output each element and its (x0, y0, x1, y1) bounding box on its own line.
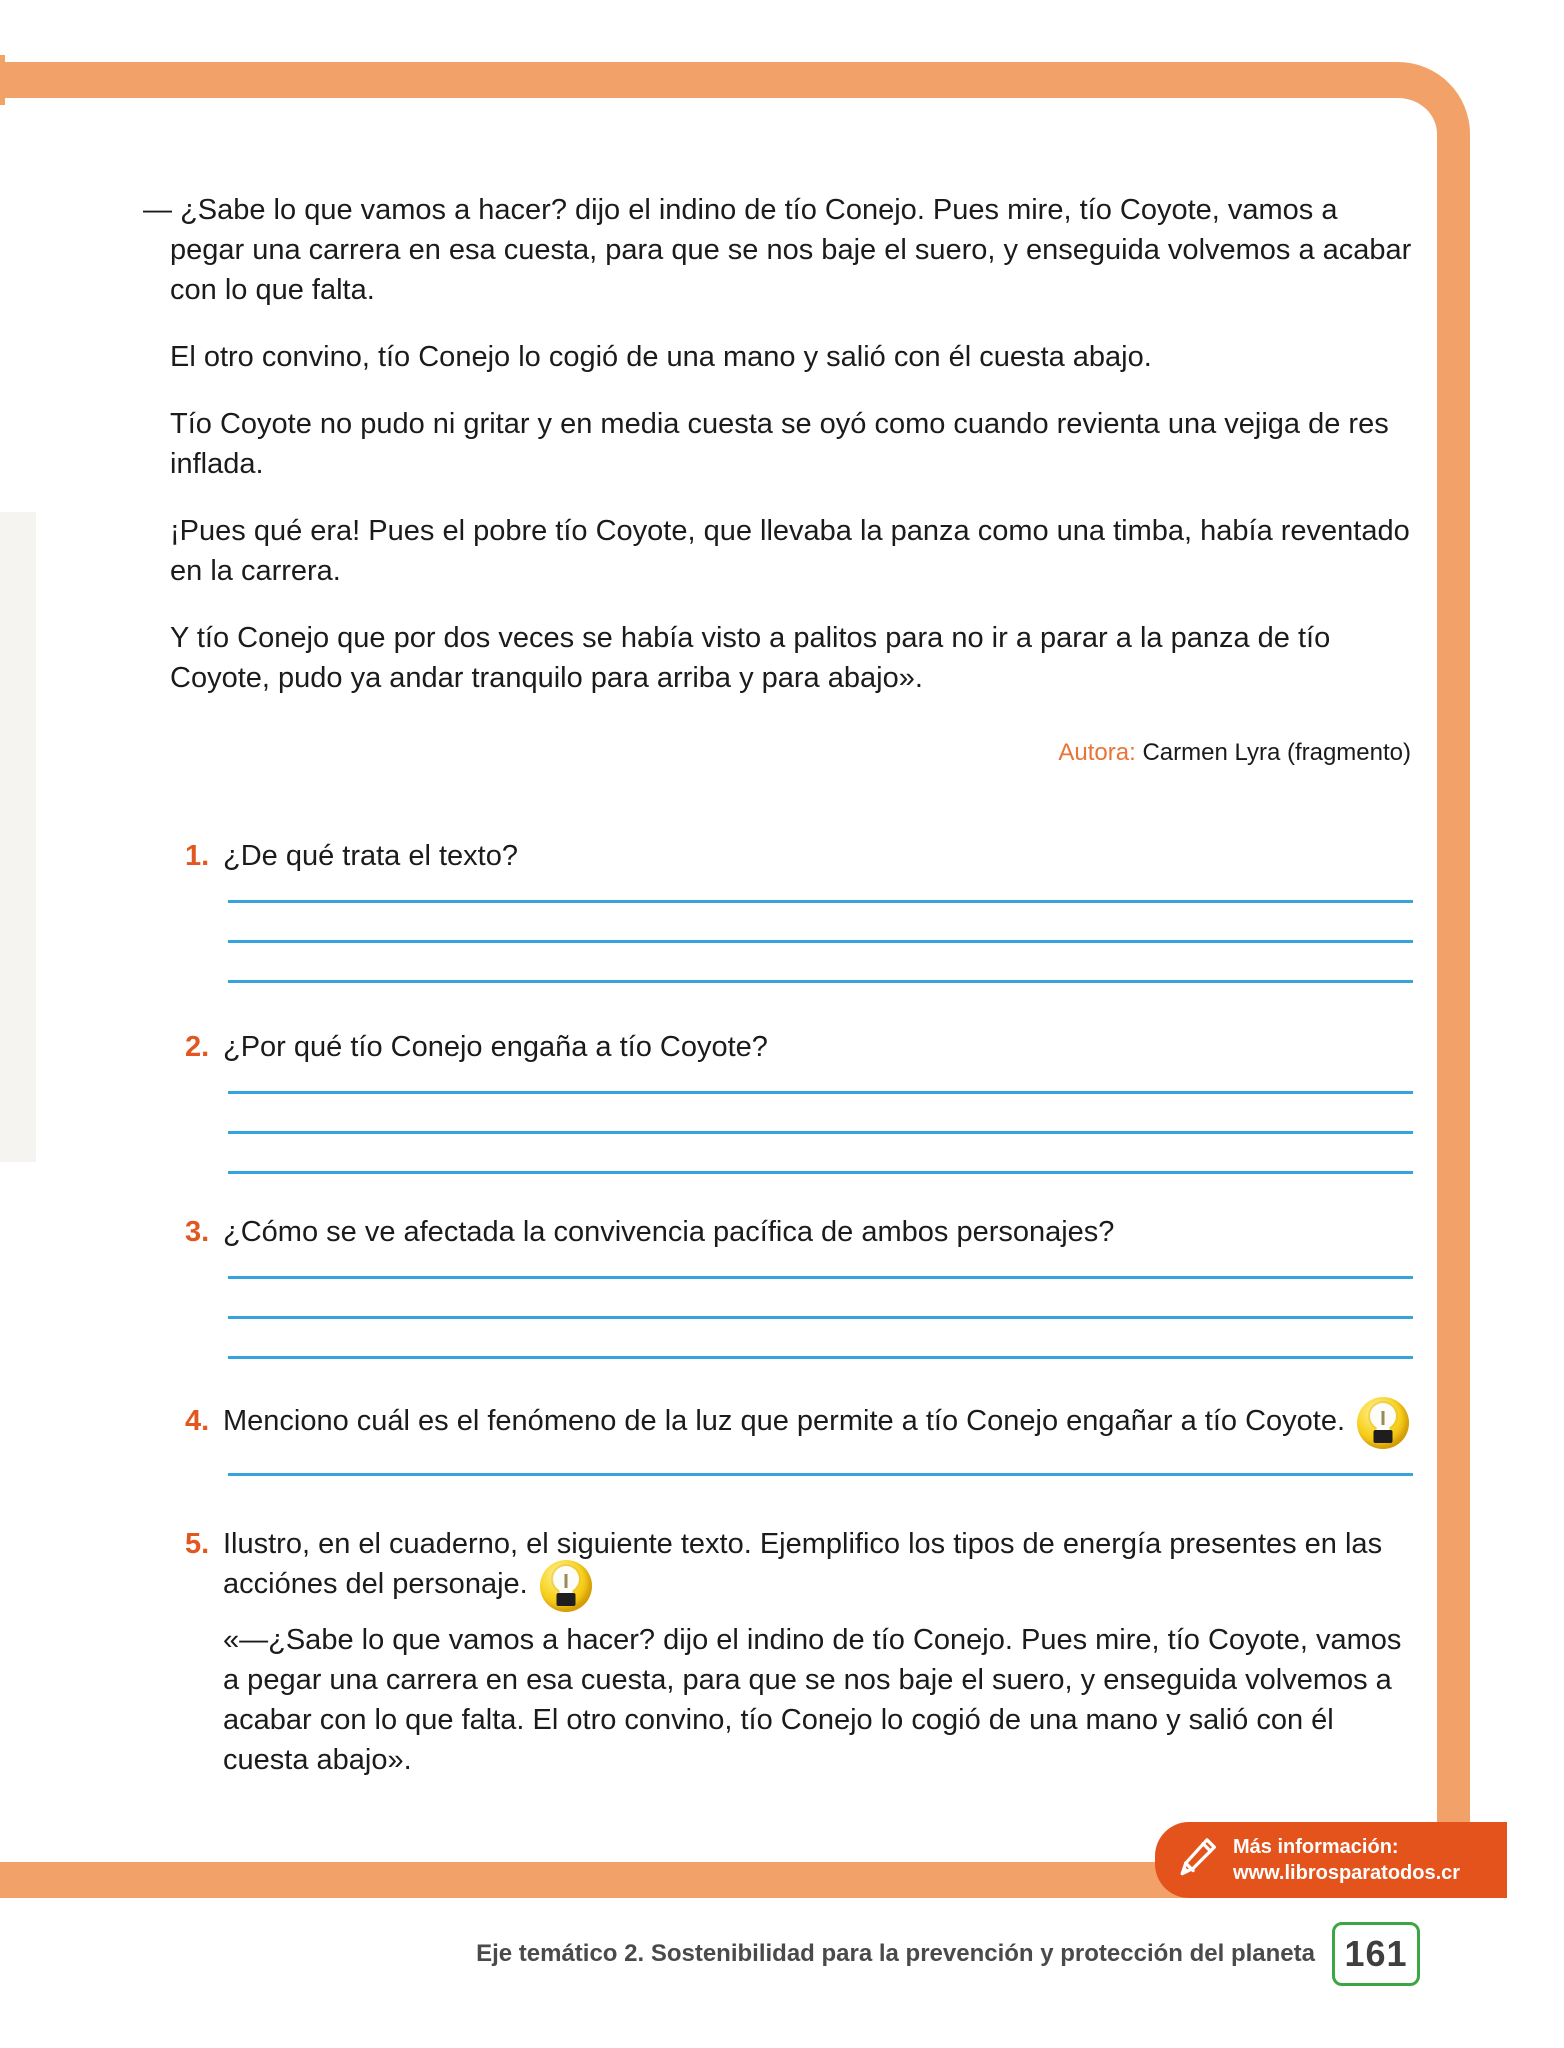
question-1-number: 1. (185, 840, 210, 872)
answer-line (228, 1091, 1413, 1094)
author-name: Carmen Lyra (fragmento) (1135, 739, 1411, 766)
answer-line (228, 940, 1413, 943)
question-4-text: Menciono cuál es el fenómeno de la luz que permite a tío Conejo engañar a tío Coyote. (223, 1405, 1346, 1437)
answer-line (228, 1316, 1413, 1319)
more-info-badge (1155, 1822, 1507, 1898)
story-text (143, 190, 1413, 698)
story-paragraph: El otro convino, tío Conejo lo cogió de una mano y salió con él cuesta abajo. (170, 341, 1152, 373)
story-paragraph: ¡Pues qué era! Pues el pobre tío Coyote, que llevaba la panza como una timba, había reventado en la carrera. (170, 515, 1410, 587)
footer-theme-text: Eje temático 2. Sostenibilidad para la prevención y protección del planeta (476, 1940, 1315, 1967)
answer-line (228, 1473, 1413, 1476)
question-5-number: 5. (185, 1527, 210, 1560)
question-2-text: ¿Por qué tío Conejo engaña a tío Coyote? (223, 1031, 768, 1063)
more-info-label: Más información: (1233, 1836, 1399, 1858)
page-content (143, 190, 1413, 1780)
question-2 (143, 1027, 1413, 1174)
answer-line (228, 1171, 1413, 1174)
page-number-box (1332, 1922, 1420, 1986)
answer-line (228, 980, 1413, 983)
question-3 (143, 1212, 1413, 1359)
question-5-quote: «—¿Sabe lo que vamos a hacer? dijo el indino de tío Conejo. Pues mire, tío Coyote, vamos a pegar una carrera en esa cuesta, para que se nos baje el suero, y enseguida volvemos a acabar con lo que falta. El otro convino, tío Conejo lo cogió de una mano y salió con él cuesta abajo». (223, 1623, 1402, 1776)
answer-line (228, 1276, 1413, 1279)
dialog-dash: — (143, 194, 172, 226)
lightbulb-icon (1357, 1397, 1409, 1449)
question-1-text: ¿De qué trata el texto? (223, 840, 518, 872)
page-number: 161 (1344, 1933, 1408, 1974)
lightbulb-icon (540, 1560, 592, 1612)
answer-line (228, 1356, 1413, 1359)
question-2-number: 2. (185, 1031, 210, 1063)
story-paragraph: — ¿Sabe lo que vamos a hacer? dijo el indino de tío Conejo. Pues mire, tío Coyote, vamos a pegar una carrera en esa cuesta, para que se nos baje el suero, y enseguida volvemos a acabar con lo que falta. (143, 194, 1412, 306)
pencil-icon (1171, 1832, 1223, 1889)
question-5-text: Ilustro, en el cuaderno, el siguiente texto. Ejemplifico los tipos de energía presentes en las acciónes del personaje. (223, 1527, 1383, 1600)
page-edge-tab (0, 55, 5, 105)
question-1 (143, 836, 1413, 983)
author-attribution (143, 738, 1411, 768)
answer-line (228, 1131, 1413, 1134)
question-5 (143, 1524, 1413, 1780)
story-paragraph: Y tío Conejo que por dos veces se había visto a palitos para no ir a parar a la panza de tío Coyote, pudo ya andar tranquilo para arriba y para abajo». (170, 622, 1331, 694)
author-label: Autora: (1058, 739, 1136, 766)
answer-line (228, 900, 1413, 903)
question-3-text: ¿Cómo se ve afectada la convivencia pacífica de ambos personajes? (223, 1216, 1115, 1248)
more-info-url: www.librosparatodos.cr (1233, 1862, 1461, 1884)
footer-orange-band (0, 1862, 1185, 1898)
story-paragraph: Tío Coyote no pudo ni gritar y en media cuesta se oyó como cuando revienta una vejiga de res inflada. (170, 408, 1389, 480)
question-4 (143, 1401, 1413, 1476)
question-4-number: 4. (185, 1405, 210, 1437)
question-3-number: 3. (185, 1216, 210, 1248)
